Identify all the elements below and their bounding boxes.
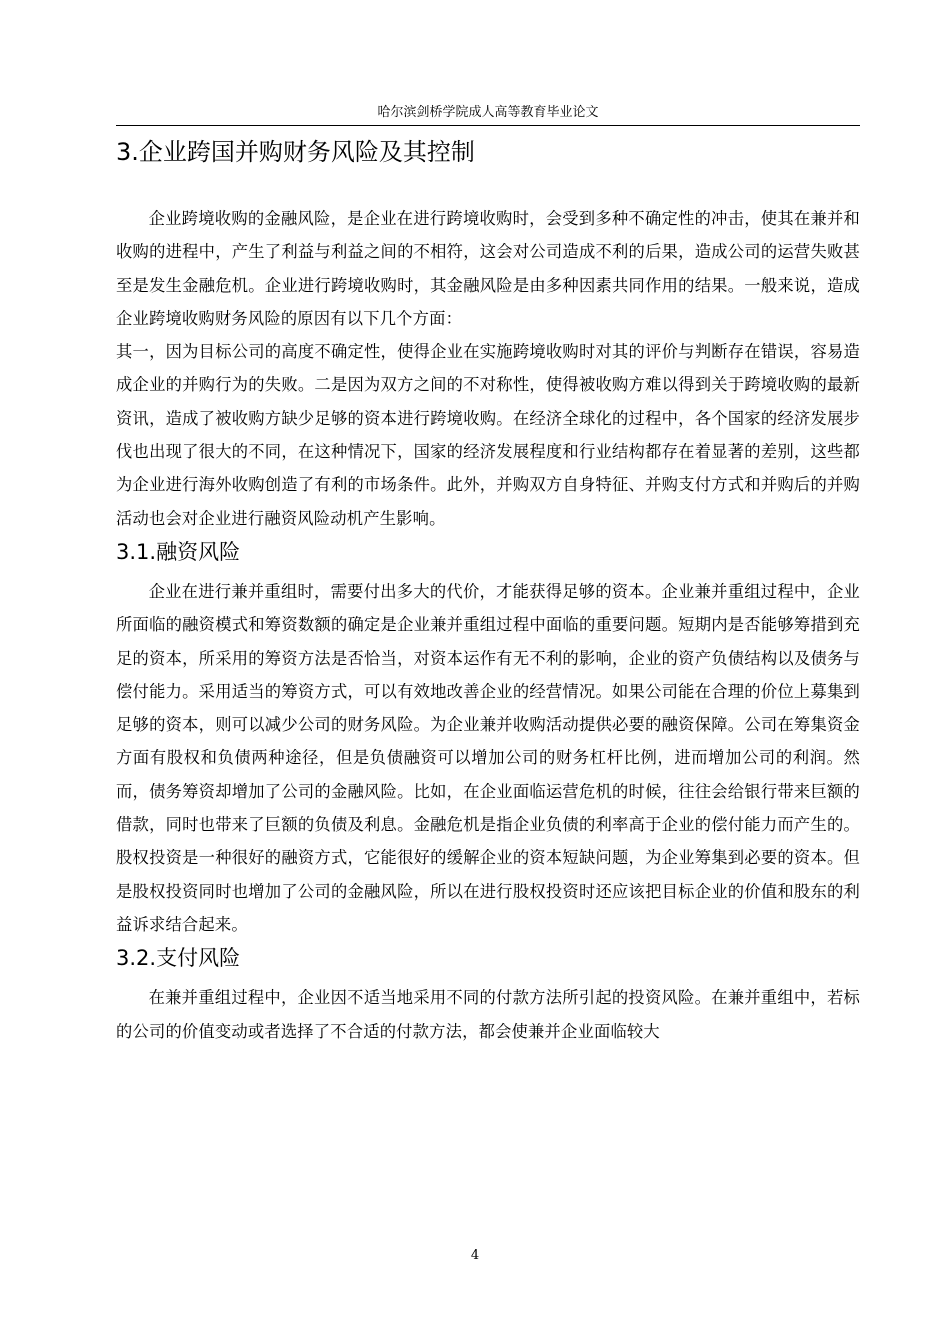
page-content (116, 134, 860, 1048)
section-3-2-paragraph: 在兼并重组过程中，企业因不适当地采用不同的付款方法所引起的投资风险。在兼并重组中，若标的公司的价值变动或者选择了不合适的付款方法，都会使兼并企业面临较大 (116, 988, 860, 1041)
section-3-heading: 3.企业跨国并购财务风险及其控制 (116, 138, 475, 166)
section-3-paragraph-1: 企业跨境收购的金融风险，是企业在进行跨境收购时，会受到多种不确定性的冲击，使其在兼并和收购的进程中，产生了利益与利益之间的不相符，这会对公司造成不利的后果，造成公司的运营失败甚至是发生金融危机。企业进行跨境收购时，其金融风险是由多种因素共同作用的结果。一般来说，造成企业跨境收购财务风险的原因有以下几个方面： (116, 209, 860, 328)
section-3-1-heading: 3.1.融资风险 (116, 539, 241, 564)
page-number: 4 (470, 1248, 480, 1263)
running-header: 哈尔滨剑桥学院成人高等教育毕业论文 (377, 105, 599, 120)
section-3-1-paragraph: 企业在进行兼并重组时，需要付出多大的代价，才能获得足够的资本。企业兼并重组过程中，企业所面临的融资模式和筹资数额的确定是企业兼并重组过程中面临的重要问题。短期内是否能够筹措到充足的资本，所采用的筹资方法是否恰当，对资本运作有无不利的影响，企业的资产负债结构以及债务与偿付能力。采用适当的筹资方式，可以有效地改善企业的经营情况。如果公司能在合理的价位上募集到足够的资本，则可以减少公司的财务风险。为企业兼并收购活动提供必要的融资保障。公司在筹集资金方面有股权和负债两种途径，但是负债融资可以增加公司的财务杠杆比例，进而增加公司的利润。然而，债务筹资却增加了公司的金融风险。比如，在企业面临运营危机的时候，往往会给银行带来巨额的借款，同时也带来了巨额的负债及利息。金融危机是指企业负债的利率高于企业的偿付能力而产生的。股权投资是一种很好的融资方式，它能很好的缓解企业的资本短缺问题，为企业筹集到必要的资本。但是股权投资同时也增加了公司的金融风险，所以在进行股权投资时还应该把目标企业的价值和股东的利益诉求结合起来。 (116, 581, 860, 934)
section-3-2-heading: 3.2.支付风险 (116, 946, 241, 971)
section-3-paragraph-2: 其一，因为目标公司的高度不确定性，使得企业在实施跨境收购时对其的评价与判断存在错误，容易造成企业的并购行为的失败。二是因为双方之间的不对称性，使得被收购方难以得到关于跨境收购的最新资讯，造成了被收购方缺少足够的资本进行跨境收购。在经济全球化的过程中，各个国家的经济发展步伐也出现了很大的不同，在这种情况下，国家的经济发展程度和行业结构都存在着显著的差别，这些都为企业进行海外收购创造了有利的市场条件。此外，并购双方自身特征、并购支付方式和并购后的并购活动也会对企业进行融资风险动机产生影响。 (116, 342, 860, 528)
header-rule (116, 125, 860, 126)
